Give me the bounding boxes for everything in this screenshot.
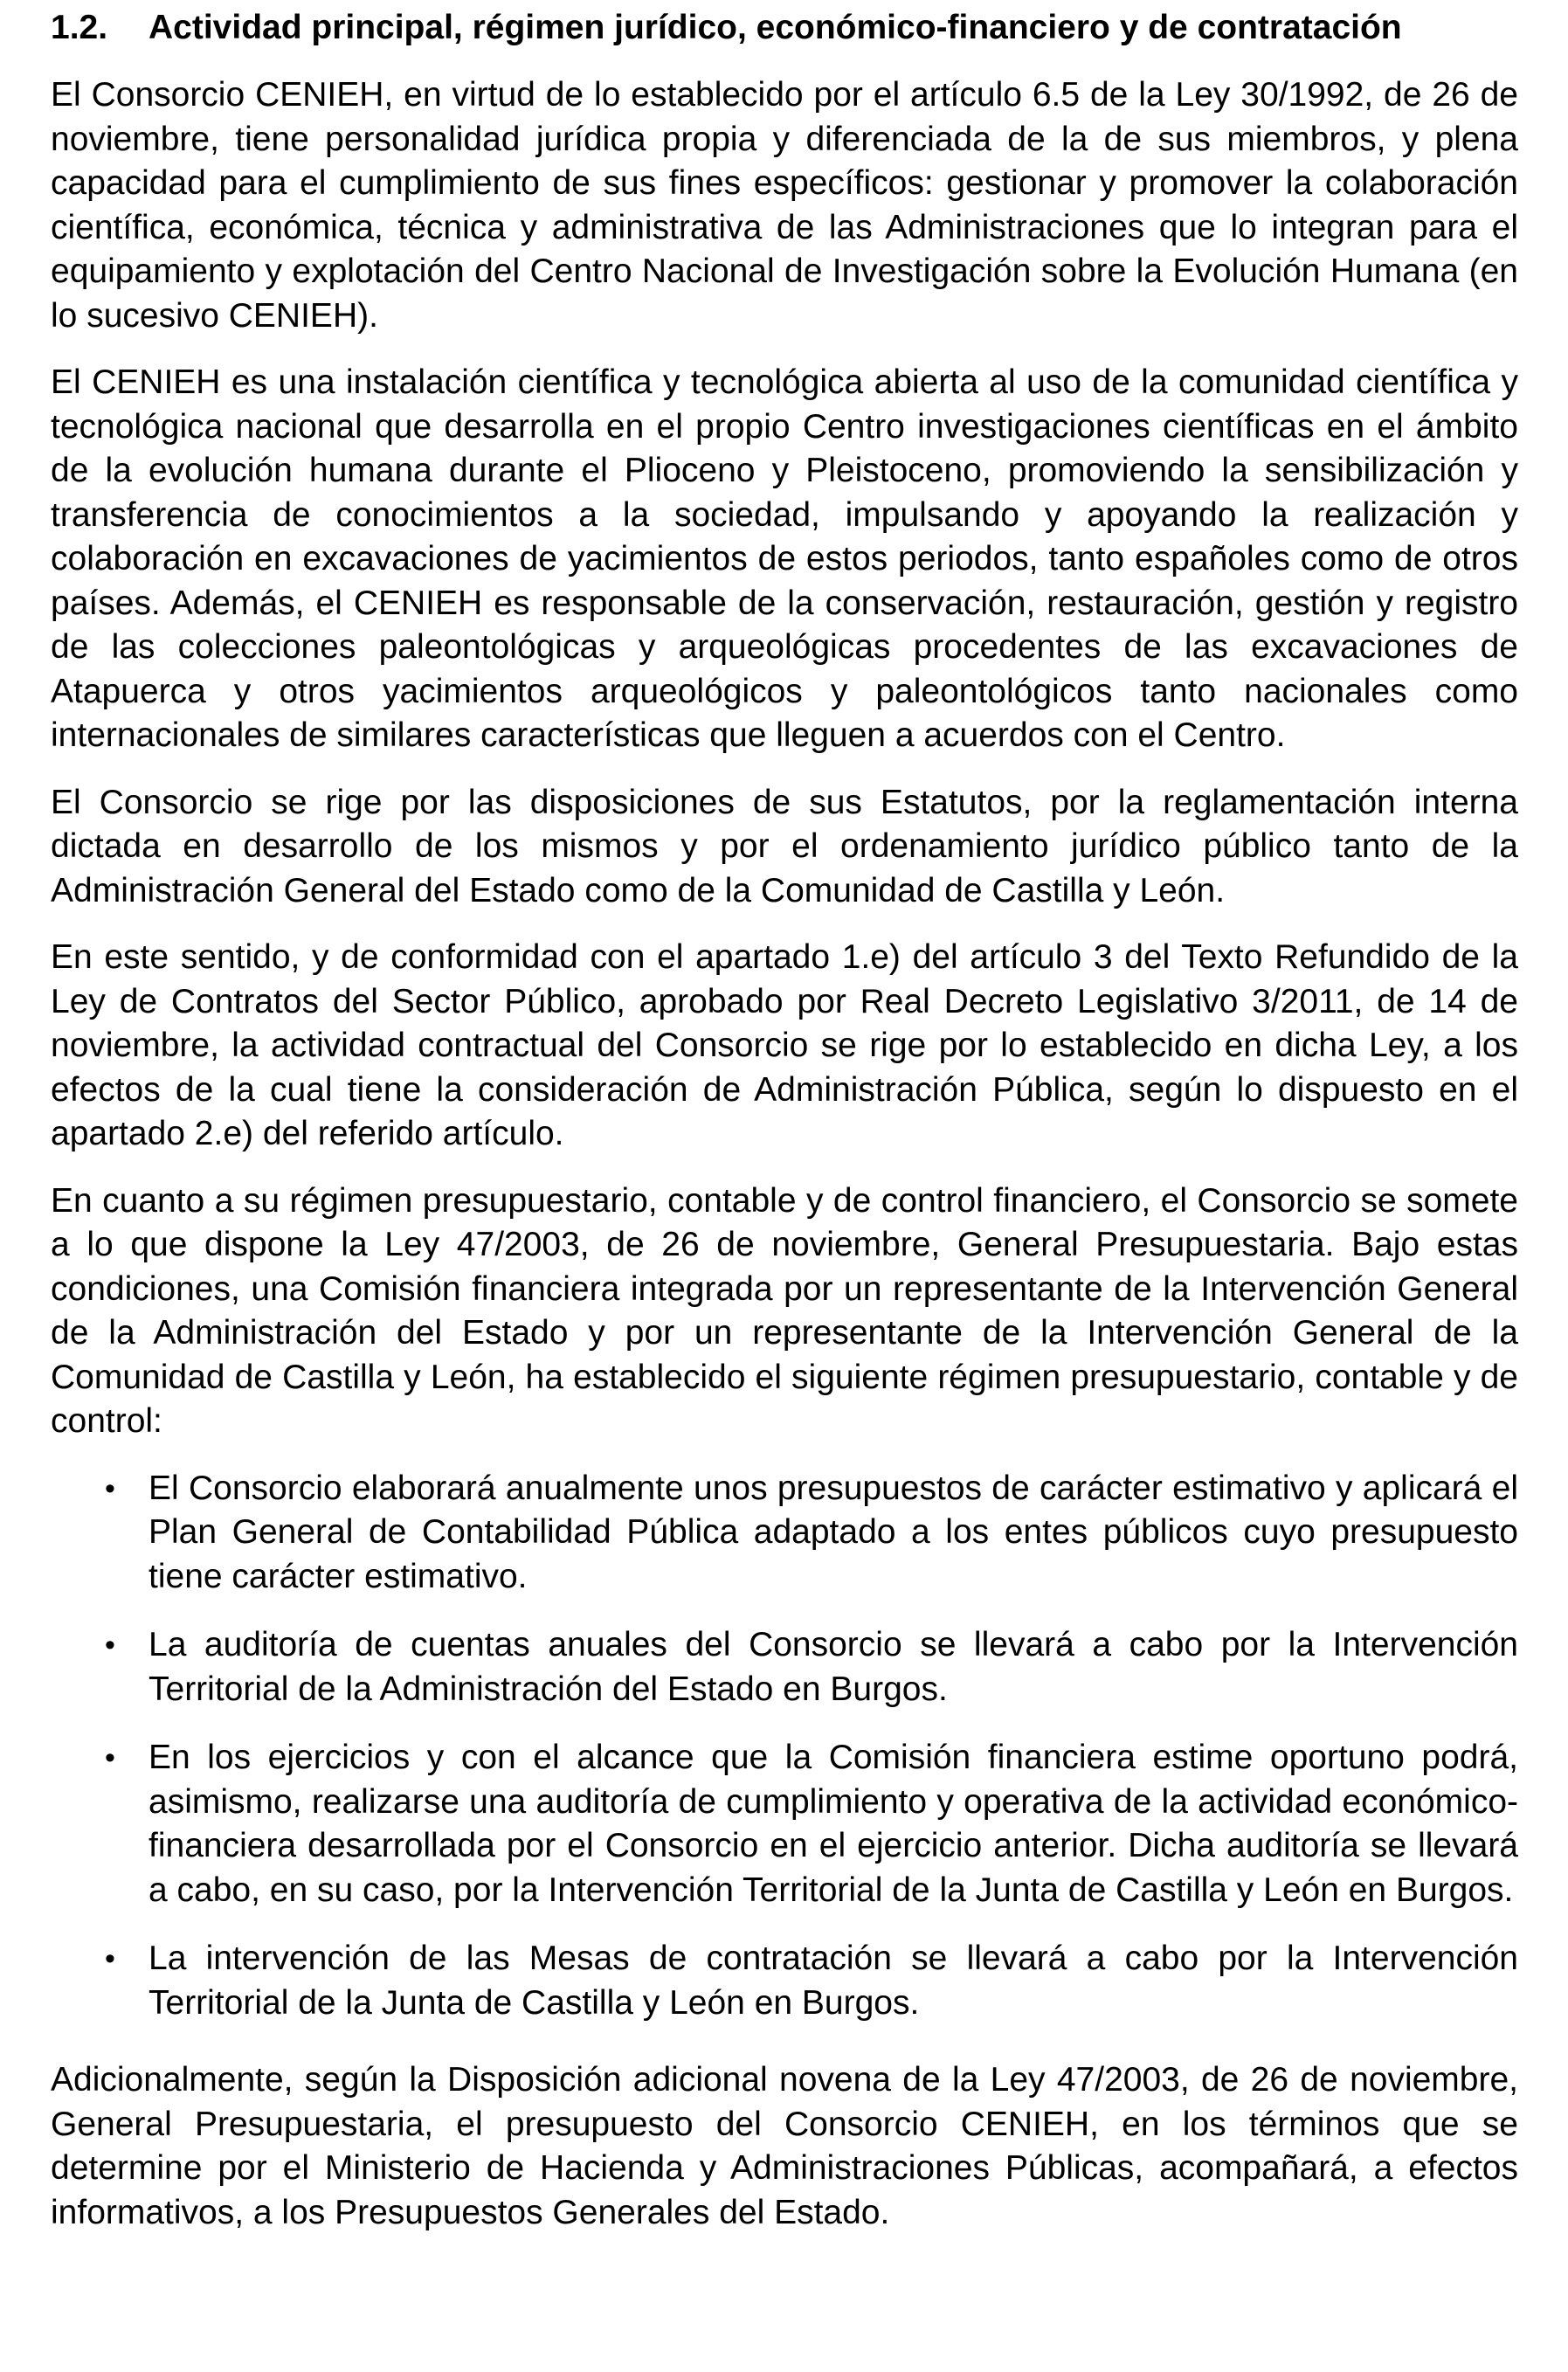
section-number: 1.2. — [51, 9, 108, 46]
paragraph-governing-rules: El Consorcio se rige por las disposiciones de sus Estatutos, por la reglamentación interna dictada en desarrollo de los mismos y por el ordenamiento jurídico público tanto de la Administración General del Estado como de la Comunidad de Castilla y León. — [51, 783, 1518, 909]
bullet-icon: • — [105, 1629, 115, 1662]
document-page — [51, 7, 1518, 2258]
list-item-text: La intervención de las Mesas de contratación se llevará a cabo por la Intervención Territorial de la Junta de Castilla y León en Burgos. — [149, 1940, 1518, 2022]
control-regime-list — [51, 1467, 1518, 2026]
paragraph-budget-regime: En cuanto a su régimen presupuestario, contable y de control financiero, el Consorcio se somete a lo que dispone la Ley 47/2003, de 26 de noviembre, General Presupuestaria. Bajo estas condiciones, una Comisión financiera integrada por un representante de la Intervención General de la Administración del Estado y por un representante de la Intervención General de la Comunidad de Castilla y León, ha establecido el siguiente régimen presupuestario, contable y de control: — [51, 1181, 1518, 1440]
list-item — [51, 1937, 1518, 2025]
list-item-text: En los ejercicios y con el alcance que la Comisión financiera estime oportuno podrá, asimismo, realizarse una auditoría de cumplimiento y operativa de la actividad económico-financiera desarrollada por el Consorcio en el ejercicio anterior. Dicha auditoría se llevará a cabo, en su caso, por la Intervención Territorial de la Junta de Castilla y León en Burgos. — [149, 1739, 1518, 1909]
list-item — [51, 1623, 1518, 1712]
paragraph-additional-provision: Adicionalmente, según la Disposición adicional novena de la Ley 47/2003, de 26 de noviembre, General Presupuestaria, el presupuesto del Consorcio CENIEH, en los términos que se determine por el Ministerio de Hacienda y Administraciones Públicas, acompañará, a efectos informativos, a los Presupuestos Generales del Estado. — [51, 2061, 1518, 2231]
list-item — [51, 1467, 1518, 1600]
section-title: Actividad principal, régimen jurídico, económico-financiero y de contratación — [149, 9, 1402, 46]
list-item-text: La auditoría de cuentas anuales del Consorcio se llevará a cabo por la Intervención Territorial de la Administración del Estado en Burgos. — [149, 1626, 1518, 1708]
bullet-icon: • — [105, 1741, 115, 1774]
paragraph-contracting-regime: En este sentido, y de conformidad con el apartado 1.e) del artículo 3 del Texto Refundido de la Ley de Contratos del Sector Público, aprobado por Real Decreto Legislativo 3/2011, de 14 de noviembre, la actividad contractual del Consorcio se rige por lo establecido en dicha Ley, a los efectos de la cual tiene la consideración de Administración Pública, según lo dispuesto en el apartado 2.e) del referido artículo. — [51, 938, 1518, 1152]
section-heading — [51, 7, 1518, 49]
paragraph-cenieh-description: El CENIEH es una instalación científica y tecnológica abierta al uso de la comunidad científica y tecnológica nacional que desarrolla en el propio Centro investigaciones científicas en el ámbito de la evolución humana durante el Plioceno y Pleistoceno, promoviendo la sensibilización y transferencia de conocimientos a la sociedad, impulsando y apoyando la realización y colaboración en excavaciones de yacimientos de estos periodos, tanto españoles como de otros países. Además, el CENIEH es responsable de la conservación, restauración, gestión y registro de las colecciones paleontológicas y arqueológicas procedentes de las excavaciones de Atapuerca y otros yacimientos arqueológicos y paleontológicos tanto nacionales como internacionales de similares características que lleguen a acuerdos con el Centro. — [51, 363, 1518, 754]
list-item — [51, 1736, 1518, 1912]
bullet-icon: • — [105, 1471, 115, 1505]
paragraph-legal-personality: El Consorcio CENIEH, en virtud de lo establecido por el artículo 6.5 de la Ley 30/1992, de 26 de noviembre, tiene personalidad jurídica propia y diferenciada de la de sus miembros, y plena capacidad para el cumplimiento de sus fines específicos: gestionar y promover la colaboración científica, económica, técnica y administrativa de las Administraciones que lo integran para el equipamiento y explotación del Centro Nacional de Investigación sobre la Evolución Humana (en lo sucesivo CENIEH). — [51, 76, 1518, 335]
list-item-text: El Consorcio elaborará anualmente unos presupuestos de carácter estimativo y aplicará el Plan General de Contabilidad Pública adaptado a los entes públicos cuyo presupuesto tiene carácter estimativo. — [149, 1469, 1518, 1595]
bullet-icon: • — [105, 1942, 115, 1975]
